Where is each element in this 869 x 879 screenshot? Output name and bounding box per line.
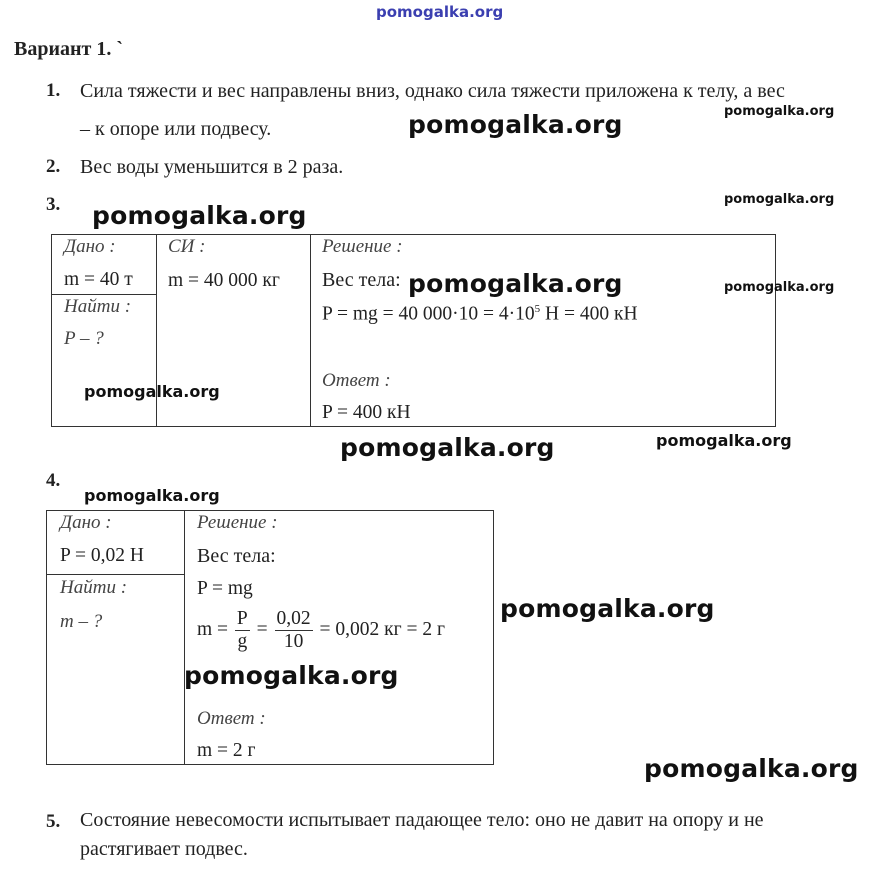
item-text: Вес воды уменьшится в 2 раза. (80, 156, 344, 178)
solution-formula: P = mg = 40 $000\cdot 10 = 4\cdot 10^5$ Н = 400 кН (322, 303, 638, 325)
given-value: P = 0,02 Н (60, 545, 144, 566)
watermark: pomogalka.org (724, 104, 835, 119)
watermark: pomogalka.org (644, 754, 859, 783)
solution-label: Решение : (197, 512, 278, 533)
find-value: m – ? (60, 611, 103, 632)
item-number: 2. (46, 156, 61, 177)
item-number: 3. (46, 194, 61, 215)
answer-value: m = 2 г (197, 740, 256, 761)
watermark: pomogalka.org (500, 594, 715, 623)
item-number: 4. (46, 470, 61, 491)
item-text: – к опоре или подвесу. (80, 118, 272, 140)
given-label: Дано : (60, 512, 112, 533)
item-text: Сила тяжести и вес направлены вниз, однако сила тяжести приложена к телу, а вес (80, 80, 785, 102)
solution-label: Решение : (322, 236, 403, 257)
fraction-formula: m = $\frac{P}{g}$ = $\frac{0,02}{10}$ = 0,002 кг = 2 г (197, 608, 445, 652)
answer-value: P = 400 кН (322, 402, 411, 423)
watermark: pomogalka.org (724, 280, 835, 295)
watermark: pomogalka.org (656, 431, 792, 450)
find-label: Найти : (64, 296, 132, 317)
find-value: P – ? (64, 328, 104, 349)
item-text: растягивает подвес. (80, 838, 248, 860)
item-text: Состояние невесомости испытывает падающее тело: оно не давит на опору и не (80, 809, 764, 831)
item-number: 5. (46, 811, 61, 832)
watermark: pomogalka.org (340, 433, 555, 462)
item-number: 1. (46, 80, 61, 101)
watermark: pomogalka.org (408, 269, 623, 298)
given-label: Дано : (64, 236, 116, 257)
watermark: pomogalka.org (84, 486, 220, 505)
watermark: pomogalka.org (92, 201, 307, 230)
watermark: pomogalka.org (84, 382, 220, 401)
given-value: m = 40 т (64, 269, 133, 290)
solution-text: Вес тела: (197, 545, 276, 567)
site-link-top[interactable]: pomogalka.org (376, 3, 504, 21)
answer-label: Ответ : (322, 370, 391, 391)
si-label: СИ : (168, 236, 206, 257)
si-value: m = 40 000 кг (168, 270, 280, 291)
variant-heading: Вариант 1. ` (14, 38, 123, 60)
answer-label: Ответ : (197, 708, 266, 729)
watermark: pomogalka.org (724, 192, 835, 207)
solution-text: Вес тела: (322, 269, 401, 291)
watermark: pomogalka.org (408, 110, 623, 139)
solution-formula: P = mg (197, 578, 253, 599)
watermark: pomogalka.org (184, 661, 399, 690)
find-label: Найти : (60, 577, 128, 598)
